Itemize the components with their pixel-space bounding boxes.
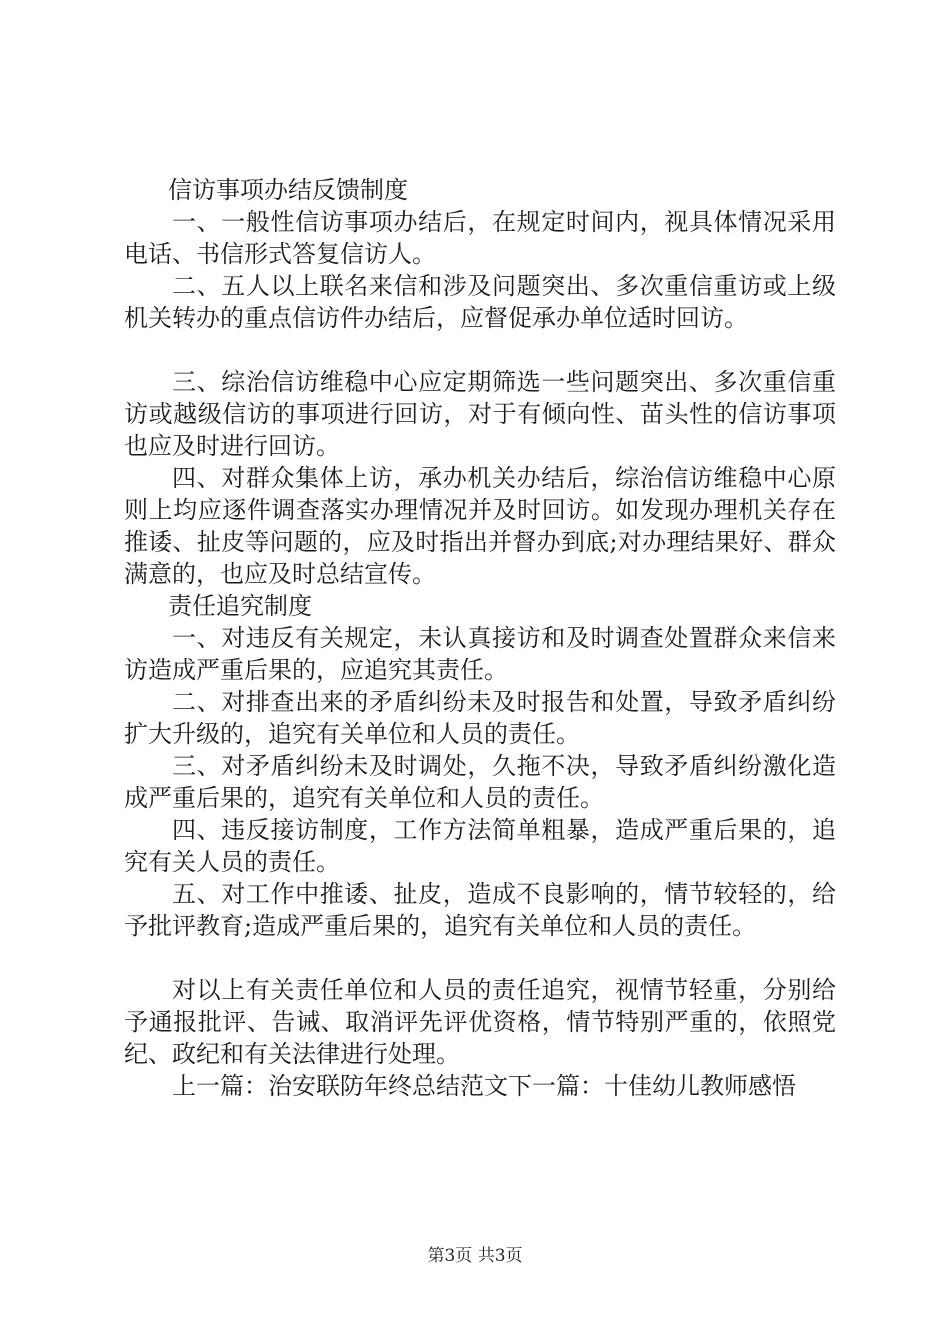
prev-next-links[interactable]: 上一篇：治安联防年终总结范文下一篇：十佳幼儿教师感悟 [172,1072,796,1100]
paragraph: 二、五人以上联名来信和涉及问题突出、多次重信重访或上级机关转办的重点信访件办结后，应督促承办单位适时回访。 [124,272,836,332]
paragraph: 对以上有关责任单位和人员的责任追究，视情节轻重，分别给予通报批评、告诫、取消评先评优资格，情节特别严重的，依照党纪、政纪和有关法律进行处理。 [124,976,836,1068]
paragraph: 四、违反接访制度，工作方法简单粗暴，造成严重后果的，追究有关人员的责任。 [124,816,836,876]
paragraph: 一、对违反有关规定，未认真接访和及时调查处置群众来信来访造成严重后果的，应追究其责任。 [124,624,836,684]
blank-line [124,942,836,974]
page-number-footer: 第3页 共3页 [427,1246,523,1266]
paragraph: 三、对矛盾纠纷未及时调处，久拖不决，导致矛盾纠纷激化造成严重后果的，追究有关单位和人员的责任。 [124,752,836,812]
paragraph: 一、一般性信访事项办结后，在规定时间内，视具体情况采用电话、书信形式答复信访人。 [124,208,836,268]
blank-line [124,334,836,366]
paragraph: 二、对排查出来的矛盾纠纷未及时报告和处置，导致矛盾纠纷扩大升级的，追究有关单位和人员的责任。 [124,688,836,748]
document-body [124,174,836,1102]
paragraph: 四、对群众集体上访，承办机关办结后，综治信访维稳中心原则上均应逐件调查落实办理情况并及时回访。如发现办理机关存在推诿、扯皮等问题的，应及时指出并督办到底;对办理结果好、群众满意的，也应及时总结宣传。 [124,464,836,588]
paragraph: 五、对工作中推诿、扯皮，造成不良影响的，情节较轻的，给予批评教育;造成严重后果的，追究有关单位和人员的责任。 [124,880,836,940]
paragraph: 三、综治信访维稳中心应定期筛选一些问题突出、多次重信重访或越级信访的事项进行回访，对于有倾向性、苗头性的信访事项也应及时进行回访。 [124,368,836,460]
section-title-feedback: 信访事项办结反馈制度 [168,176,408,204]
section-title-accountability: 责任追究制度 [168,592,312,620]
